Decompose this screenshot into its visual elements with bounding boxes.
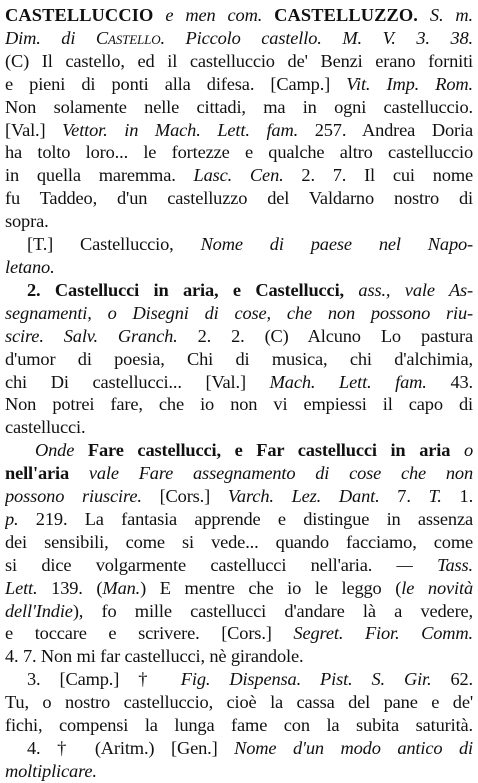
entry-line (5, 164, 473, 187)
text-segment: (C) Il castello, ed il castelluccio de' Benzi erano forniti (5, 50, 473, 71)
text-segment: castellucci. (5, 417, 86, 438)
text-segment: 2. Castellucci in aria, e Castellucci, (27, 279, 344, 300)
text-segment: Dim. di (5, 27, 96, 48)
text-segment: ass., vale As- (343, 279, 473, 300)
text-segment: d'umor di poesia, Chi di musica, chi d'alchimia, (5, 348, 473, 369)
text-segment: letano. (5, 256, 55, 277)
entry-line (5, 302, 473, 325)
entry-line (5, 119, 473, 142)
text-segment: Fig. Dispensa. Pist. S. Gir. (180, 669, 432, 690)
text-segment: moltiplicare. (5, 760, 97, 781)
entry-line (5, 50, 473, 73)
entry-line (5, 508, 473, 531)
entry-line (5, 485, 473, 508)
text-segment: 2. 2. (C) Alcuno Lo pastura (177, 325, 473, 346)
text-segment: le novità (401, 577, 473, 598)
entry-line (5, 600, 473, 623)
text-segment: chi Di castellucci... [Val.] (5, 371, 270, 392)
entry-line (5, 554, 473, 577)
entry-line (5, 256, 473, 279)
entry-line (5, 210, 473, 233)
text-segment: 4. † (Aritm.) [Gen.] (27, 738, 235, 758)
text-segment: possono riuscire. (5, 486, 142, 507)
text-segment: Vit. Imp. Rom. (346, 73, 473, 94)
text-segment: ha tolto loro... le fortezze e qualche altro castelluccio (5, 142, 473, 163)
entry-line (5, 27, 473, 50)
text-segment: Non potrei fare, che io non vi empiessi il capo di (5, 394, 473, 415)
entry-line (5, 714, 473, 737)
text-segment: 2. 7. Il cui nome (283, 165, 473, 186)
entry-line (5, 371, 473, 394)
entry-header-line (5, 4, 473, 27)
text-segment: p. (5, 508, 19, 529)
entry-line (5, 141, 473, 164)
entry-line (5, 416, 473, 439)
text-segment: dell'Indie (5, 600, 73, 621)
entry-line (5, 439, 473, 462)
text-segment: Vettor. in Mach. Lett. fam. (62, 119, 299, 140)
text-segment: — Tass. (396, 554, 473, 575)
text-segment: dei sensibili, come si vede... quando facciamo, come (5, 531, 473, 552)
text-segment: Nome di paese nel Napo- (200, 234, 473, 255)
variant-headword: CASTELLUZZO. (274, 5, 418, 25)
text-segment: 7. (379, 486, 429, 507)
text-segment: ), fo mille castellucci d'andare là a vedere, (72, 600, 473, 621)
entry-line (5, 668, 473, 691)
text-segment: 62. (431, 669, 473, 690)
text-segment: e toccare e scrivere. [Cors.] (5, 623, 294, 644)
text-segment: in quella maremma. (5, 165, 194, 186)
text-segment: ) E mentre che io le leggo ( (140, 577, 402, 598)
entry-line (5, 233, 473, 256)
text-segment: 139. ( (37, 577, 103, 598)
text-segment: Non solamente nelle cittadi, ma in ogni castelluccio. (5, 96, 473, 117)
entry-line (5, 325, 473, 348)
part-of-speech: S. m. (429, 5, 473, 25)
entry-line (5, 622, 473, 645)
text-segment: [Cors.] (141, 486, 228, 507)
text-segment: Nome d'un modo antico di (234, 738, 473, 758)
entry-line (5, 691, 473, 714)
text-segment: T. (428, 486, 442, 507)
text-segment: fu Taddeo, d'un castelluzzo del Valdarno nostro di (5, 188, 473, 209)
entry-line (5, 73, 473, 96)
text-segment: Tu, o nostro castelluccio, cioè la cassa del pane e de' (5, 692, 473, 713)
text-segment: . Piccolo castello. M. V. 3. 38. (160, 27, 473, 48)
text-segment: o (450, 440, 473, 461)
headword: CASTELLUCCIO (5, 5, 154, 25)
entry-line (5, 187, 473, 210)
entry-line (5, 348, 473, 371)
entry-line (5, 279, 473, 302)
text-segment: 1. (441, 486, 473, 507)
text-segment: nell'aria (5, 463, 70, 484)
text-segment: si dice volgarmente castellucci nell'aria. (5, 554, 397, 575)
text-segment: Lasc. Cen. (193, 165, 284, 186)
entry-line (5, 462, 473, 485)
text-segment: [T.] Castelluccio, (27, 234, 201, 255)
entry-line (5, 645, 473, 668)
text-segment: e pieni di ponti alla difesa. [Camp.] (5, 73, 347, 94)
entry-line (5, 531, 473, 554)
text-segment: Varch. Lez. Dant. (227, 486, 380, 507)
text-segment: Mach. Lett. fam. (269, 371, 427, 392)
entry-line (5, 393, 473, 416)
text-segment: scire. Salv. Granch. (5, 325, 178, 346)
text-segment: [Val.] (5, 119, 63, 140)
text-segment: 257. Andrea Doria (298, 119, 473, 140)
text-segment: fichi, compensi la lunga fame con la subita saturità. (5, 715, 473, 736)
text-segment: sopra. (5, 211, 49, 232)
text-segment: segnamenti, o Disegni di cose, che non possono riu- (5, 302, 473, 323)
text-segment: 219. La fantasia apprende e distingue in assenza (18, 508, 473, 529)
text-segment: 43. (426, 371, 473, 392)
text-segment: 3. [Camp.] † (27, 669, 181, 690)
entry-line (5, 577, 473, 600)
text-segment: Onde (35, 440, 75, 461)
entry-body (5, 27, 473, 783)
text-segment: Man. (102, 577, 141, 598)
variant-intro: e men com. (165, 5, 263, 25)
text-segment: Lett. (5, 577, 38, 598)
text-segment: Fare castellucci, e Far castellucci in aria (74, 440, 451, 461)
text-segment: Segret. Fior. Comm. (293, 623, 473, 644)
text-segment: vale Fare assegnamento di cose che non (69, 463, 473, 484)
entry-line (5, 96, 473, 119)
text-segment: 4. 7. Non mi far castellucci, nè girandole. (5, 646, 304, 667)
entry-line (5, 737, 473, 760)
entry-line (5, 760, 473, 783)
text-segment: Castello (95, 27, 161, 48)
